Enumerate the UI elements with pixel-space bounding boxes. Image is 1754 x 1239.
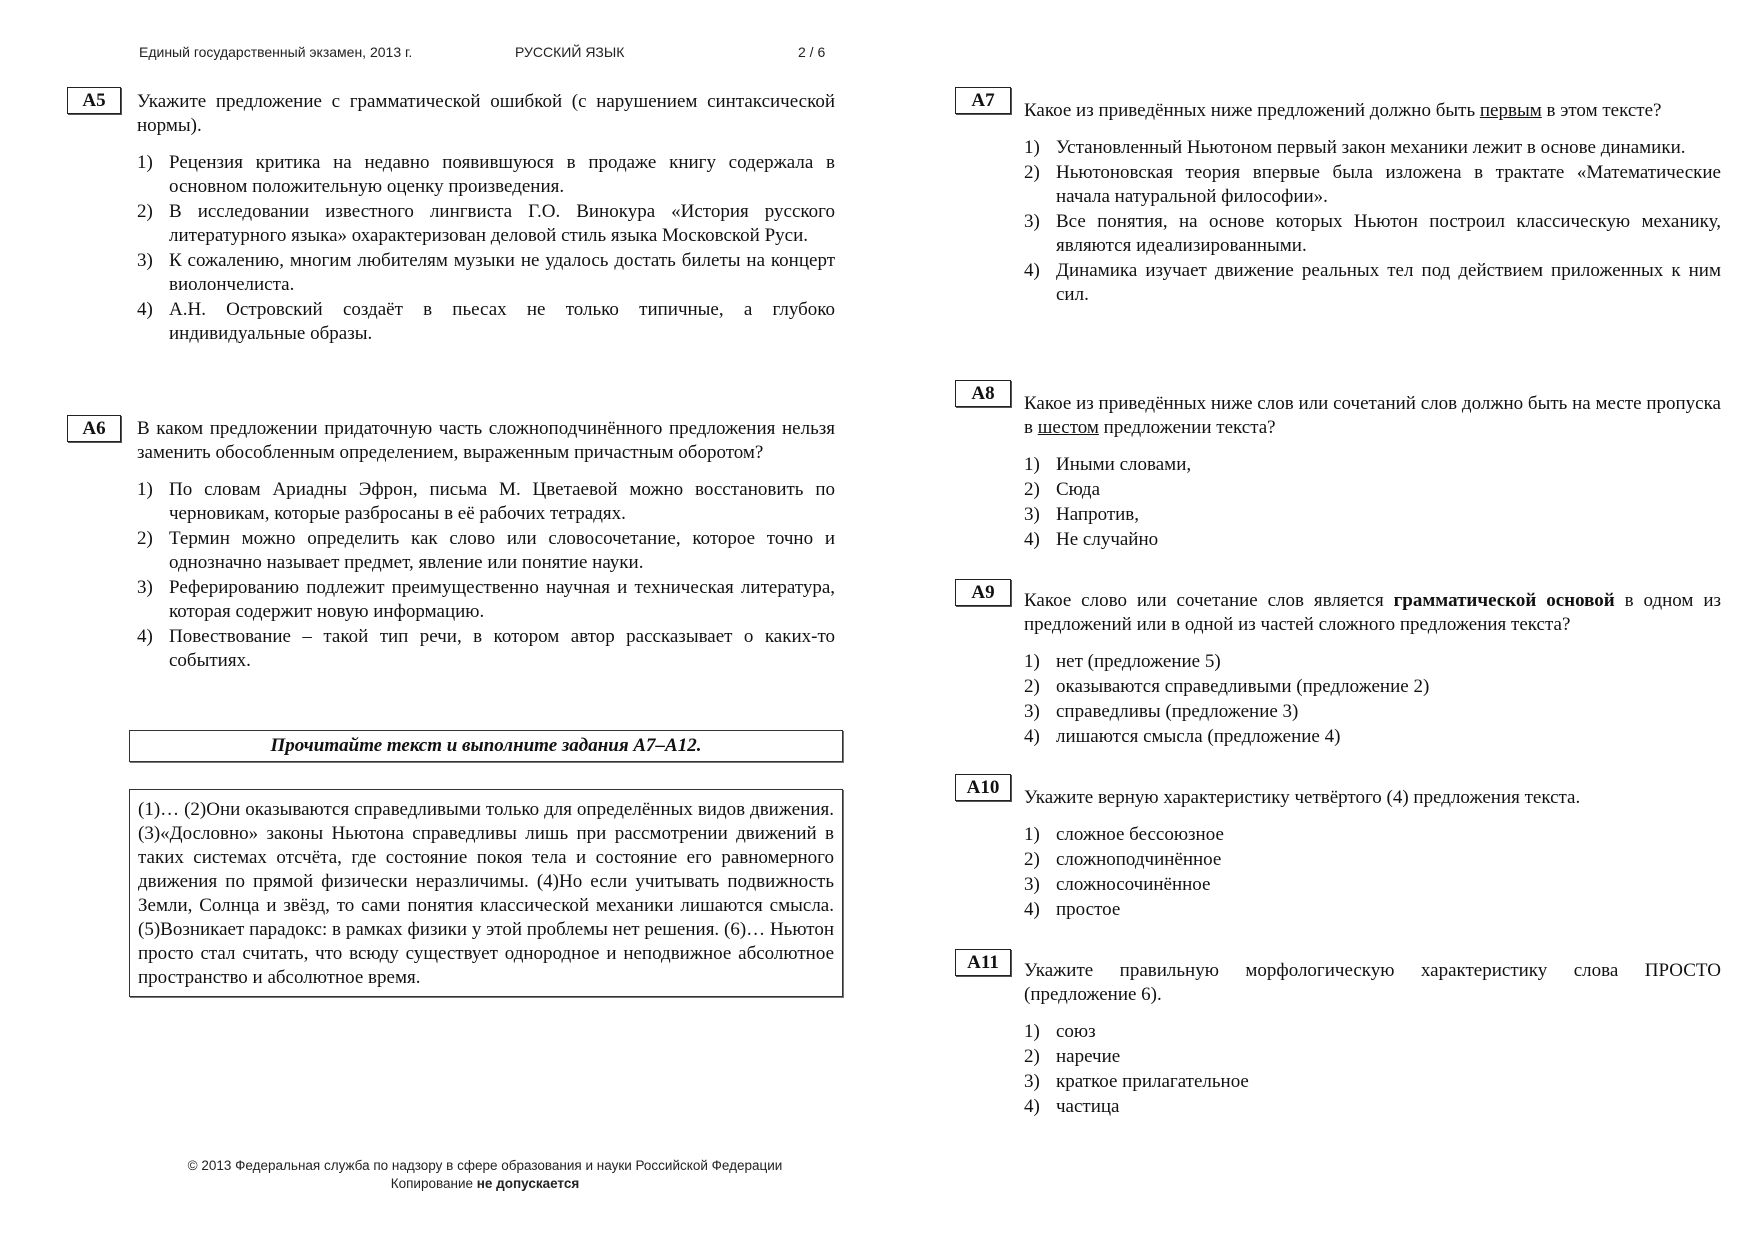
answer-option[interactable] xyxy=(137,298,835,346)
option-number: 1) xyxy=(1024,137,1040,158)
answer-option[interactable] xyxy=(137,527,835,575)
answer-option[interactable] xyxy=(137,249,835,297)
answer-option[interactable] xyxy=(137,625,835,673)
answer-options xyxy=(1024,136,1721,307)
reading-instruction: Прочитайте текст и выполните задания А7–А12. xyxy=(129,730,843,762)
option-text: По словам Ариадны Эфрон, письма М. Цветаевой можно восстановить по черновикам, которые разбросаны в её рабочих тетрадях. xyxy=(169,479,835,524)
answer-option[interactable] xyxy=(137,200,835,248)
option-text: частица xyxy=(1056,1096,1120,1117)
option-number: 2) xyxy=(1024,1046,1040,1067)
option-number: 3) xyxy=(1024,504,1040,525)
task-label-a10: A10 xyxy=(955,774,1011,801)
answer-option[interactable] xyxy=(1024,898,1721,922)
task-a9 xyxy=(1024,589,1721,750)
option-text: лишаются смысла (предложение 4) xyxy=(1056,726,1341,747)
prompt-text: Какое слово или сочетание слов является xyxy=(1024,590,1394,611)
option-text: справедливы (предложение 3) xyxy=(1056,701,1299,722)
subject-title: РУССКИЙ ЯЗЫК xyxy=(515,44,625,60)
option-text: Иными словами, xyxy=(1056,454,1192,475)
answer-option[interactable] xyxy=(137,576,835,624)
option-text: Термин можно определить как слово или словосочетание, которое точно и однозначно называет предмет, явление или понятие науки. xyxy=(169,528,835,573)
option-text: Реферированию подлежит преимущественно научная и техническая литература, которая содержит новую информацию. xyxy=(169,577,835,622)
copy-notice-bold: не допускается xyxy=(476,1176,580,1191)
option-number: 1) xyxy=(1024,1021,1040,1042)
option-number: 2) xyxy=(137,201,153,222)
option-text: Напротив, xyxy=(1056,504,1140,525)
task-label-a8: A8 xyxy=(955,380,1011,407)
answer-option[interactable] xyxy=(1024,1020,1721,1044)
option-text: В исследовании известного лингвиста Г.О. Винокура «История русского литературного языка» охарактеризован деловой стиль языка Московской Руси. xyxy=(169,201,835,246)
option-text: Рецензия критика на недавно появившуюся в продаже книгу содержала в основном положительную оценку произведения. xyxy=(169,152,835,197)
option-number: 3) xyxy=(137,250,153,271)
option-text: простое xyxy=(1056,899,1121,920)
answer-option[interactable] xyxy=(1024,1095,1721,1119)
option-text: нет (предложение 5) xyxy=(1056,651,1221,672)
answer-option[interactable] xyxy=(1024,136,1721,160)
prompt-text: предложении текста? xyxy=(1098,417,1276,438)
answer-option[interactable] xyxy=(1024,650,1721,674)
option-text: сложное бессоюзное xyxy=(1056,824,1224,845)
answer-options xyxy=(137,151,835,346)
option-number: 4) xyxy=(137,299,153,320)
option-text: Все понятия, на основе которых Ньютон построил классическую механику, являются идеализированными. xyxy=(1056,211,1721,256)
task-prompt xyxy=(1024,589,1721,637)
task-prompt xyxy=(1024,99,1721,123)
option-text: Повествование – такой тип речи, в котором автор рассказывает о каких-то событиях. xyxy=(169,626,835,671)
option-text: Сюда xyxy=(1056,479,1101,500)
option-text: краткое прилагательное xyxy=(1056,1071,1249,1092)
option-number: 4) xyxy=(1024,260,1040,281)
option-number: 2) xyxy=(1024,162,1040,183)
answer-option[interactable] xyxy=(1024,823,1721,847)
task-prompt: В каком предложении придаточную часть сложноподчинённого предложения нельзя заменить обособленным определением, выраженным причастным оборотом? xyxy=(137,418,835,463)
option-number: 2) xyxy=(137,528,153,549)
prompt-emphasis: грамматической основой xyxy=(1393,590,1615,611)
task-prompt: Укажите верную характеристику четвёртого (4) предложения текста. xyxy=(1024,787,1581,808)
answer-option[interactable] xyxy=(1024,210,1721,258)
task-a8 xyxy=(1024,392,1721,553)
option-number: 2) xyxy=(1024,479,1040,500)
option-number: 1) xyxy=(1024,651,1040,672)
prompt-text: Какое из приведённых ниже предложений должно быть xyxy=(1024,100,1480,121)
answer-option[interactable] xyxy=(137,478,835,526)
answer-options xyxy=(1024,453,1721,552)
task-prompt: Укажите правильную морфологическую характеристику слова ПРОСТО (предложение 6). xyxy=(1024,960,1721,1005)
task-prompt: Укажите предложение с грамматической ошибкой (с нарушением синтаксической нормы). xyxy=(137,91,835,136)
option-number: 2) xyxy=(1024,849,1040,870)
option-number: 1) xyxy=(1024,454,1040,475)
prompt-text: в этом тексте? xyxy=(1541,100,1662,121)
prompt-text: в одном из предложений или в одной из частей сложного предложения текста? xyxy=(1024,590,1722,635)
answer-option[interactable] xyxy=(1024,478,1721,502)
page-number: 2 / 6 xyxy=(798,44,826,60)
answer-option[interactable] xyxy=(1024,1045,1721,1069)
option-text: Не случайно xyxy=(1056,529,1159,550)
prompt-emphasis: первым xyxy=(1479,100,1542,121)
option-number: 1) xyxy=(1024,824,1040,845)
answer-option[interactable] xyxy=(1024,700,1721,724)
task-a5 xyxy=(137,90,835,347)
footer-copyright: © 2013 Федеральная служба по надзору в сфере образования и науки Российской Федерации xyxy=(187,1158,783,1173)
answer-option[interactable] xyxy=(1024,848,1721,872)
answer-option[interactable] xyxy=(1024,453,1721,477)
option-number: 3) xyxy=(1024,874,1040,895)
option-number: 3) xyxy=(1024,211,1040,232)
answer-option[interactable] xyxy=(1024,675,1721,699)
option-number: 3) xyxy=(1024,1071,1040,1092)
answer-option[interactable] xyxy=(1024,528,1721,552)
option-number: 3) xyxy=(1024,701,1040,722)
option-number: 1) xyxy=(137,479,153,500)
option-text: К сожалению, многим любителям музыки не удалось достать билеты на концерт виолончелиста. xyxy=(169,250,835,295)
task-label-a7: A7 xyxy=(955,87,1011,114)
answer-option[interactable] xyxy=(1024,873,1721,897)
task-label-a11: A11 xyxy=(955,949,1011,976)
option-number: 3) xyxy=(137,577,153,598)
task-a10 xyxy=(1024,786,1721,923)
answer-options xyxy=(1024,1020,1721,1119)
option-text: Ньютоновская теория впервые была изложена в трактате «Математические начала натуральной философии». xyxy=(1056,162,1721,207)
reading-passage: (1)… (2)Они оказываются справедливыми только для определённых видов движения. (3)«Дословно» законы Ньютона справедливы лишь при рассмотрении движений в таких системах отсчёта, где состояние покоя тела и состояние его равномерного движения по прямой физически неразличимы. (4)Но если учитывать подвижность Земли, Солнца и звёзд, то сами понятия классической механики лишаются смысла. (5)Возникает парадокс: в рамках физики у этой проблемы нет решения. (6)… Ньютон просто стал считать, что всюду существует однородное и неподвижное абсолютное пространство и абсолютное время. xyxy=(129,789,843,997)
task-a7 xyxy=(1024,99,1721,308)
task-a6 xyxy=(137,417,835,674)
exam-title: Единый государственный экзамен, 2013 г. xyxy=(139,44,413,60)
copy-notice-prefix: Копирование xyxy=(390,1176,477,1191)
task-label-a5: A5 xyxy=(67,87,121,114)
answer-options xyxy=(1024,823,1721,922)
option-number: 4) xyxy=(1024,726,1040,747)
answer-options xyxy=(1024,650,1721,749)
option-number: 2) xyxy=(1024,676,1040,697)
answer-option[interactable] xyxy=(1024,503,1721,527)
answer-option[interactable] xyxy=(1024,1070,1721,1094)
answer-option[interactable] xyxy=(1024,161,1721,209)
option-text: союз xyxy=(1056,1021,1096,1042)
option-text: А.Н. Островский создаёт в пьесах не только типичные, а глубоко индивидуальные образы. xyxy=(169,299,835,344)
option-number: 4) xyxy=(1024,529,1040,550)
task-label-a6: A6 xyxy=(67,415,121,442)
option-text: Динамика изучает движение реальных тел под действием приложенных к ним сил. xyxy=(1056,260,1721,305)
option-number: 4) xyxy=(137,626,153,647)
answer-option[interactable] xyxy=(1024,259,1721,307)
task-prompt xyxy=(1024,392,1721,440)
answer-option[interactable] xyxy=(1024,725,1721,749)
option-text: Установленный Ньютоном первый закон механики лежит в основе динамики. xyxy=(1056,137,1686,158)
option-text: оказываются справедливыми (предложение 2) xyxy=(1056,676,1430,697)
prompt-text: Какое из приведённых ниже слов или сочетаний слов должно быть на месте пропуска в xyxy=(1024,393,1721,438)
prompt-emphasis: шестом xyxy=(1037,417,1099,438)
option-number: 4) xyxy=(1024,899,1040,920)
option-text: сложноподчинённое xyxy=(1056,849,1222,870)
option-text: сложносочинённое xyxy=(1056,874,1211,895)
option-number: 1) xyxy=(137,152,153,173)
task-a11 xyxy=(1024,959,1721,1120)
task-label-a9: A9 xyxy=(955,579,1011,606)
answer-options xyxy=(137,478,835,673)
option-text: наречие xyxy=(1056,1046,1121,1067)
option-number: 4) xyxy=(1024,1096,1040,1117)
answer-option[interactable] xyxy=(137,151,835,199)
footer-copy-notice xyxy=(135,1176,835,1191)
